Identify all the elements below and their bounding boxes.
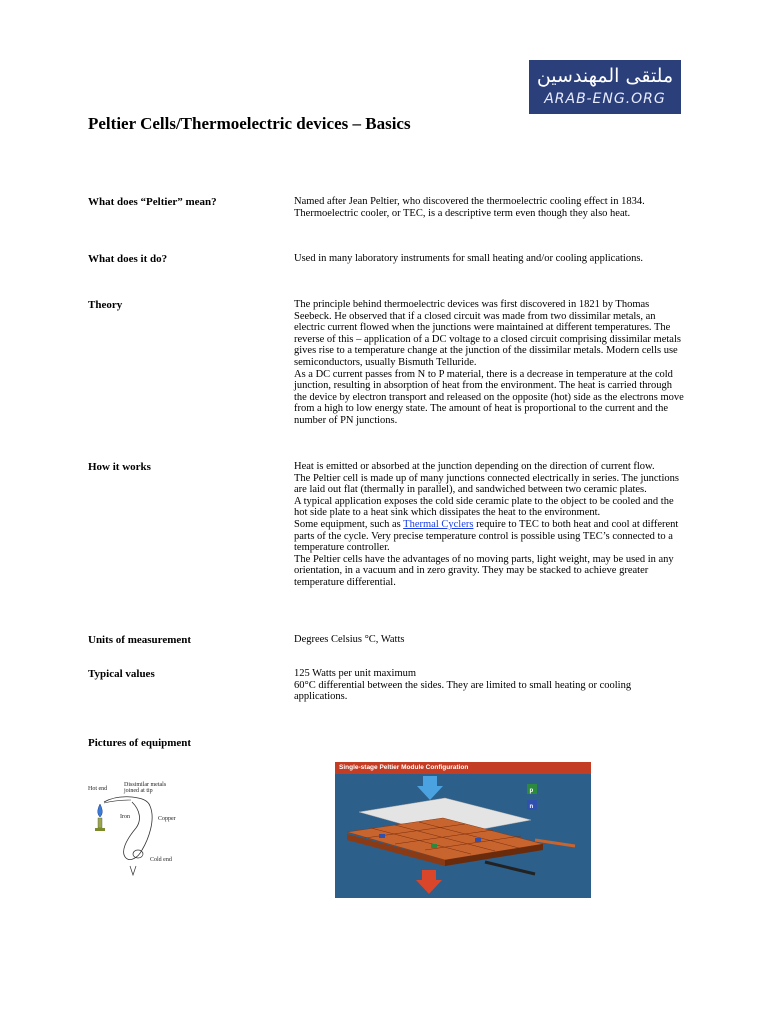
iron-label: Iron bbox=[120, 814, 130, 820]
section-label: Units of measurement bbox=[88, 634, 192, 646]
peltier-module-illustration bbox=[335, 762, 591, 898]
section-content bbox=[294, 634, 684, 646]
link-suffix-text: require to TEC to both heat and cool at different parts of the cycle. Very precise temperature control is possible using TEC’s connected to a temperature controller. bbox=[294, 518, 679, 554]
cold-end-label: Cold end bbox=[150, 857, 172, 863]
section-paragraph: 125 Watts per unit maximum bbox=[294, 668, 417, 679]
cold-junction bbox=[133, 850, 143, 858]
burner-icon bbox=[98, 818, 102, 828]
logo-english-text: ARAB-ENG.ORG bbox=[544, 91, 666, 107]
section-paragraph: Named after Jean Peltier, who discovered the thermoelectric cooling effect in 1834. Thermoelectric cooler, or TEC, is a descriptive term even though they also heat. bbox=[294, 196, 645, 219]
section-content bbox=[294, 299, 684, 427]
section-paragraph: As a DC current passes from N to P material, there is a decrease in temperature at the cold junction, resulting in absorption of heat from the environment. The heat is carried through the device by electron transport and released on the opposite (hot) side as the electrons move from a high to low energy state. The amount of heat is proportional to the current and the number of PN junctions. bbox=[294, 368, 684, 426]
photo-title: Single-stage Peltier Module Configuration bbox=[335, 762, 591, 774]
heat-absorbed-arrow-shaft bbox=[423, 776, 437, 786]
joined-at-tip-label: joined at tip bbox=[124, 788, 153, 794]
section-paragraph: A typical application exposes the cold side ceramic plate to the object to be cooled and the hot side plate to a heat sink which dissipates the heat to the environment. bbox=[294, 495, 674, 519]
section-paragraph: The Peltier cell is made up of many junctions connected electrically in series. The junctions are laid out flat (thermally in parallel), and sandwiched between two ceramic plates. bbox=[294, 472, 679, 496]
burner-base-icon bbox=[95, 828, 105, 831]
p-legend-letter: p bbox=[529, 788, 534, 794]
section-paragraph: Heat is emitted or absorbed at the junction depending on the direction of current flow. bbox=[294, 461, 655, 472]
wire-loop bbox=[124, 802, 153, 860]
document-title: Peltier Cells/Thermoelectric devices – Basics bbox=[88, 114, 411, 133]
section-paragraph: The principle behind thermoelectric devices was first discovered in 1821 by Thomas Seebeck. He observed that if a closed circuit was made from two dissimilar metals, an electric current flowed when the junctions were maintained at different temperatures. The reverse of this – application of a DC voltage to a closed circuit comprising dissimilar metals gives rise to a temperature change at the junction of the dissimilar metals. Modern cells use semiconductors, usually Bismuth Telluride. bbox=[294, 299, 681, 368]
section-paragraph: The Peltier cells have the advantages of no moving parts, light weight, may be used in any orientation, in a vacuum and in zero gravity. They may be stacked to achieve greater temperature differential. bbox=[294, 553, 674, 588]
p-element bbox=[431, 844, 437, 848]
wire-top-inner bbox=[104, 800, 131, 803]
section-label: Theory bbox=[88, 299, 123, 311]
n-element bbox=[475, 838, 481, 842]
link-prefix-text: Some equipment, such as bbox=[294, 518, 404, 530]
peltier-module-photo bbox=[335, 762, 591, 898]
section-label: What does “Peltier” mean? bbox=[88, 196, 217, 208]
hot-end-label: Hot end bbox=[88, 786, 108, 792]
section-paragraph: Degrees Celsius °C, Watts bbox=[294, 634, 405, 645]
section-content bbox=[294, 196, 684, 219]
thermal-cyclers-link[interactable]: Thermal Cyclers bbox=[403, 518, 474, 530]
pictures-label: Pictures of equipment bbox=[88, 737, 192, 749]
section-label: How it works bbox=[88, 461, 151, 473]
section-content bbox=[294, 253, 684, 265]
cold-end-arrow bbox=[130, 866, 136, 875]
n-legend-letter: n bbox=[529, 804, 534, 810]
section-paragraph-with-link bbox=[294, 519, 684, 554]
thermocouple-diagram bbox=[86, 780, 196, 880]
dissimilar-metals-label: Dissimilar metals bbox=[124, 782, 167, 788]
n-element bbox=[379, 834, 385, 838]
section-content bbox=[294, 668, 684, 703]
section-content bbox=[294, 461, 684, 589]
logo-arabic-text: ملتقى المهندسين bbox=[536, 65, 674, 87]
copper-label: Copper bbox=[158, 816, 176, 822]
section-label: What does it do? bbox=[88, 253, 168, 265]
section-paragraph: 60°C differential between the sides. They are limited to small heating or cooling applications. bbox=[294, 679, 632, 703]
section-paragraph: Used in many laboratory instruments for small heating and/or cooling applications. bbox=[294, 253, 644, 264]
site-logo bbox=[529, 60, 681, 114]
section-label: Typical values bbox=[88, 668, 155, 680]
flame-icon bbox=[98, 804, 103, 817]
